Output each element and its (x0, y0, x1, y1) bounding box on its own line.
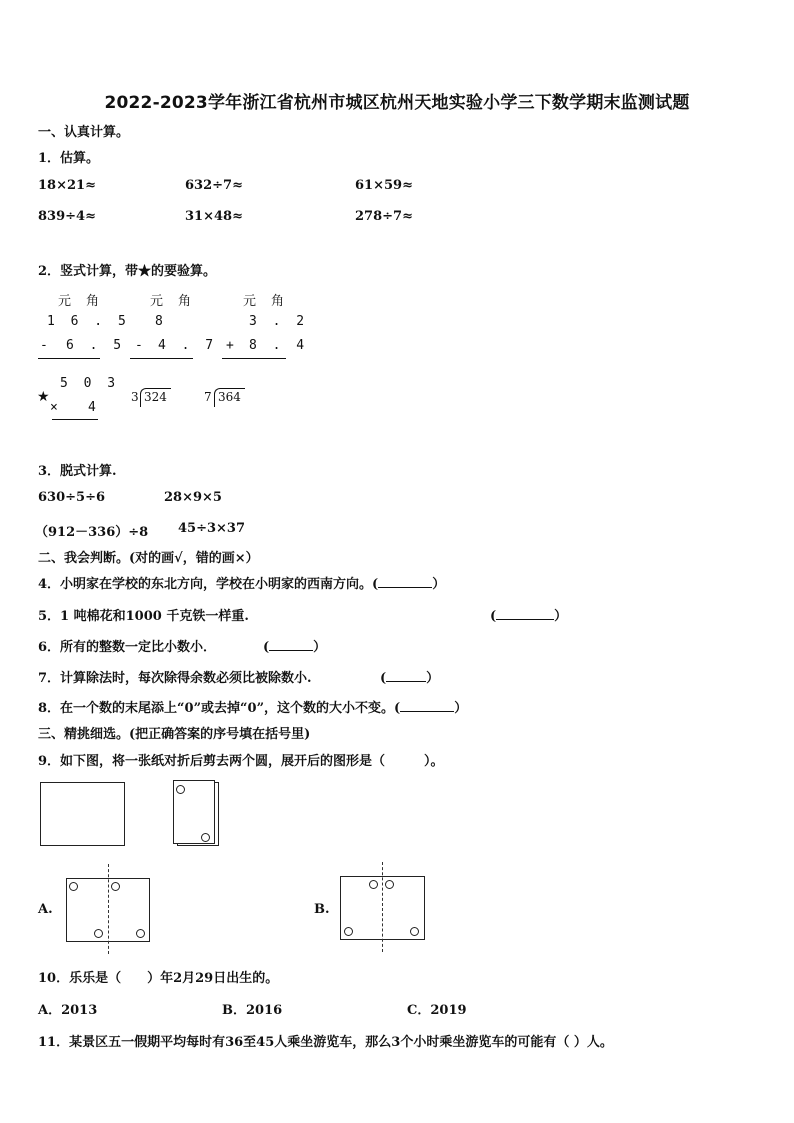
divisor: 3 (131, 390, 139, 404)
bracket-open: ( (263, 640, 270, 655)
option-a-label[interactable]: A. (38, 902, 53, 917)
q1-label: 1．估算。 (38, 151, 100, 166)
bracket-close: ） (432, 577, 446, 592)
q10-option-a[interactable]: A．2013 (38, 1003, 98, 1018)
q1-item: 632÷7≈ (185, 178, 243, 193)
bracket-close: ） (554, 609, 568, 624)
calc-top: 1 6 . 5 (47, 314, 130, 329)
unit-yuan: 元 (58, 294, 72, 309)
star-icon: ★ (37, 389, 50, 405)
unit-jiao: 角 (178, 294, 192, 309)
circle-hole (69, 882, 78, 891)
calc-op: - (40, 338, 52, 353)
q3-label: 3．脱式计算. (38, 464, 117, 479)
question-text: 4．小明家在学校的东北方向，学校在小明家的西南方向。( (38, 577, 379, 592)
q3-item: 28×9×5 (164, 490, 222, 505)
bracket-close: ） (454, 701, 468, 716)
q3-item: 45÷3×37 (178, 521, 246, 536)
q1-item: 18×21≈ (38, 178, 96, 193)
judge-question-8 (38, 697, 467, 716)
circle-hole (369, 880, 378, 889)
bracket-open: ( (380, 671, 387, 686)
circle-hole (201, 833, 210, 842)
calc-op: × (50, 400, 62, 415)
unit-yuan: 元 (243, 294, 257, 309)
q10-text: 10．乐乐是（ ）年2月29日出生的。 (38, 971, 279, 986)
bracket-close: ） (426, 671, 440, 686)
circle-hole (136, 929, 145, 938)
answer-blank[interactable] (400, 699, 454, 712)
judge-answer-6 (263, 636, 326, 655)
q6-text: 6．所有的整数一定比小数小． (38, 640, 217, 655)
circle-hole (94, 929, 103, 938)
q1-item: 278÷7≈ (355, 209, 413, 224)
q1-item: 839÷4≈ (38, 209, 96, 224)
q10-option-c[interactable]: C．2019 (407, 1003, 467, 1018)
judge-answer-5 (490, 605, 567, 624)
calc-op: + (226, 338, 238, 353)
unit-jiao: 角 (86, 294, 100, 309)
unit-jiao: 角 (271, 294, 285, 309)
section-heading-1: 一、认真计算。 (38, 125, 130, 140)
calc-bottom: 6 . 5 (66, 338, 126, 353)
calc-top: 8 (155, 314, 167, 329)
q3-item: 630÷5÷6 (38, 490, 106, 505)
q3-item: （912－336）÷8 (35, 525, 149, 540)
q1-item: 31×48≈ (185, 209, 243, 224)
dividend: 324 (144, 390, 167, 404)
question-text: 8．在一个数的末尾添上“0”或去掉“0”，这个数的大小不变。( (38, 701, 401, 716)
q1-item: 61×59≈ (355, 178, 413, 193)
calc-bottom: 8 . 4 (249, 338, 309, 353)
q2-label: 2．竖式计算，带★的要验算。 (38, 264, 217, 279)
calc-top: 3 . 2 (249, 314, 309, 329)
calc-bottom: 4 . 7 (158, 338, 218, 353)
circle-hole (111, 882, 120, 891)
answer-blank[interactable] (378, 575, 432, 588)
answer-blank[interactable] (496, 607, 554, 620)
answer-blank[interactable] (269, 638, 313, 651)
unit-yuan: 元 (150, 294, 164, 309)
q7-text: 7．计算除法时，每次除得余数必须比被除数小. (38, 671, 312, 686)
q9-text: 9．如下图，将一张纸对折后剪去两个圆，展开后的图形是（ ）。 (38, 754, 444, 769)
paper-figure (40, 782, 125, 846)
q5-text: 5．1 吨棉花和1000 千克铁一样重. (38, 609, 249, 624)
calc-top: 5 0 3 (60, 376, 120, 391)
bracket-close: ） (313, 640, 327, 655)
dividend: 364 (218, 390, 241, 404)
judge-question-4 (38, 573, 445, 592)
option-b-label[interactable]: B. (314, 902, 330, 917)
calc-op: - (135, 338, 147, 353)
section-heading-3: 三、精挑细选。(把正确答案的序号填在括号里) (38, 727, 311, 742)
answer-blank[interactable] (386, 669, 426, 682)
bracket-open: ( (490, 609, 497, 624)
circle-hole (410, 927, 419, 936)
circle-hole (176, 785, 185, 794)
q10-option-b[interactable]: B．2016 (222, 1003, 283, 1018)
q11-text: 11．某景区五一假期平均每时有36至45人乘坐游览车，那么3个小时乘坐游览车的可能有（ ）人。 (38, 1035, 613, 1050)
calc-bottom: 4 (88, 400, 100, 415)
judge-answer-7 (380, 667, 439, 686)
circle-hole (344, 927, 353, 936)
circle-hole (385, 880, 394, 889)
divisor: 7 (204, 390, 212, 404)
page-title: 2022-2023学年浙江省杭州市城区杭州天地实验小学三下数学期末监测试题 (104, 93, 690, 113)
section-heading-2: 二、我会判断。(对的画√，错的画×） (38, 551, 259, 566)
